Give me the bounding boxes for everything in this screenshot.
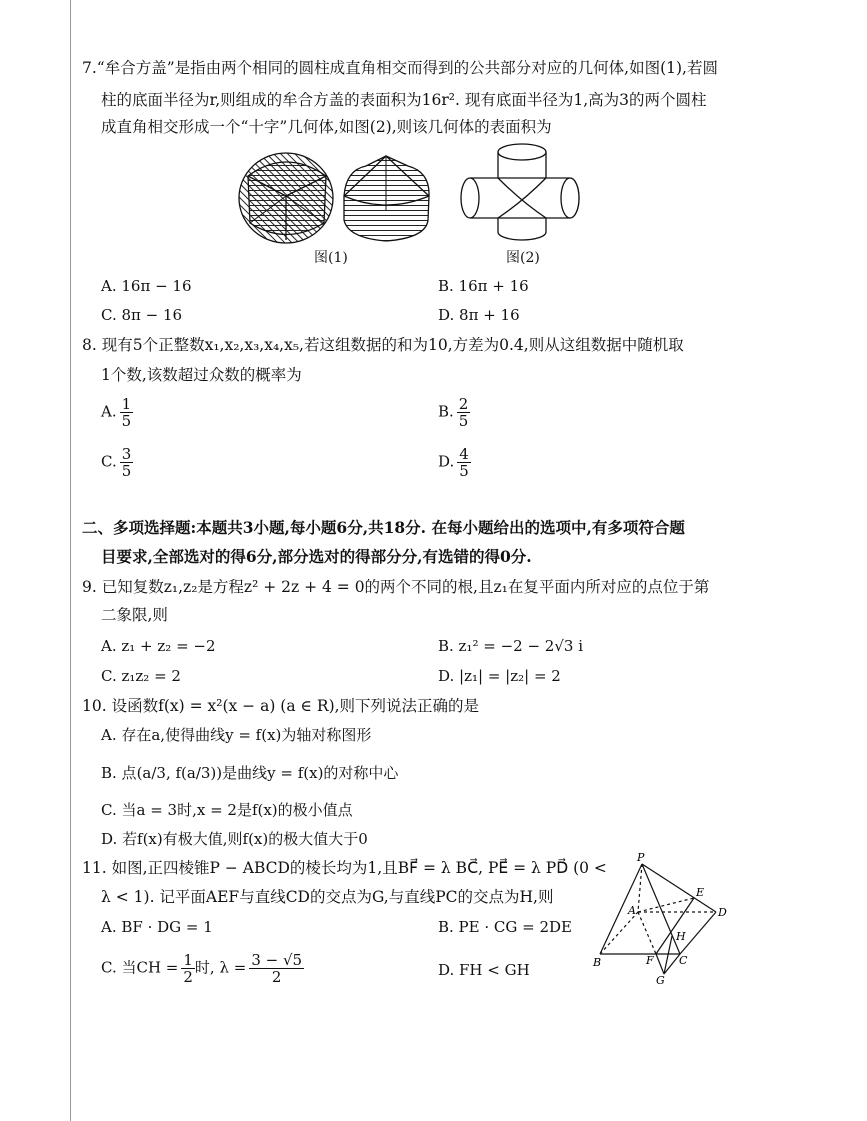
q11-option-b: B. PE · CG = 2DE xyxy=(438,918,572,936)
q8-option-d-fraction xyxy=(457,446,471,479)
q10-option-c: C. 当a = 3时,x = 2是f(x)的极小值点 xyxy=(101,801,353,819)
q10-option-b xyxy=(101,763,398,783)
q8-option-a xyxy=(101,396,133,429)
q11-line1: 11. 如图,正四棱锥P − ABCD的棱长均为1,且BF⃗ = λ BC⃗, PE⃗ = λ PD⃗ (0 < xyxy=(82,859,607,877)
q7-option-d: D. 8π + 16 xyxy=(438,306,520,324)
q8-option-b-fraction xyxy=(457,396,471,429)
q9-line2: 二象限,则 xyxy=(101,606,168,624)
q8-option-d-num: 4 xyxy=(459,445,469,463)
q7-line1: 7.“牟合方盖”是指由两个相同的圆柱成直角相交而得到的公共部分对应的几何体,如图(1),若圆 xyxy=(82,59,718,77)
figure-2-caption: 图(2) xyxy=(506,250,540,266)
q11-option-c-frac2 xyxy=(249,952,304,985)
q11-label-f: F xyxy=(646,954,654,967)
q7-line2: 柱的底面半径为r,则组成的牟合方盖的表面积为16r². 现有底面半径为1,高为3的两个圆柱 xyxy=(101,91,707,109)
q8-option-c xyxy=(101,446,133,479)
q8-option-b-num: 2 xyxy=(458,395,469,413)
figure-2-cross-cylinders xyxy=(458,140,588,250)
section2-heading-line2: 目要求,全部选对的得6分,部分选对的得部分分,有选错的得0分. xyxy=(101,547,532,566)
q10-option-a: A. 存在a,使得曲线y = f(x)为轴对称图形 xyxy=(101,726,372,744)
q11-option-c-den1: 2 xyxy=(183,968,193,986)
q11-option-c-num2: 3 − √5 xyxy=(251,951,303,969)
page-margin-line xyxy=(70,0,71,1121)
q8-option-c-num: 3 xyxy=(121,445,132,463)
q8-option-c-label: C. xyxy=(101,452,117,471)
q11-line2: λ < 1). 记平面AEF与直线CD的交点为G,与直线PC的交点为H,则 xyxy=(101,888,554,906)
q11-label-d: D xyxy=(718,906,727,919)
q9-line1: 9. 已知复数z₁,z₂是方程z² + 2z + 4 = 0的两个不同的根,且z₁在复平面内所对应的点位于第 xyxy=(82,578,710,596)
q7-line3: 成直角相交形成一个“十字”几何体,如图(2),则该几何体的表面积为 xyxy=(101,118,552,136)
q11-label-h: H xyxy=(676,930,686,943)
q8-option-d xyxy=(438,446,471,479)
q10-option-d: D. 若f(x)有极大值,则f(x)的极大值大于0 xyxy=(101,830,368,848)
q10-line1: 10. 设函数f(x) = x²(x − a) (a ∈ R),则下列说法正确的是 xyxy=(82,697,480,715)
q11-label-e: E xyxy=(696,886,705,899)
q8-option-b-label: B. xyxy=(438,402,454,421)
q8-option-a-num: 1 xyxy=(121,395,132,413)
q8-option-d-label: D. xyxy=(438,452,455,471)
q11-option-c xyxy=(101,952,304,985)
q11-option-c-num1: 1 xyxy=(183,951,193,969)
q8-line1: 8. 现有5个正整数x₁,x₂,x₃,x₄,x₅,若这组数据的和为10,方差为0.4,则从这组数据中随机取 xyxy=(82,336,684,354)
q11-pyramid-figure xyxy=(590,852,740,992)
q7-option-c: C. 8π − 16 xyxy=(101,306,183,324)
q9-option-a: A. z₁ + z₂ = −2 xyxy=(101,637,216,655)
q8-option-c-den: 5 xyxy=(121,462,132,480)
q7-option-b: B. 16π + 16 xyxy=(438,277,529,295)
figure-1-caption: 图(1) xyxy=(314,250,348,266)
q11-option-c-mid: 时, λ = xyxy=(194,958,247,977)
q11-option-a: A. BF · DG = 1 xyxy=(101,918,213,936)
q9-option-c: C. z₁z₂ = 2 xyxy=(101,667,181,685)
q11-option-c-den2: 2 xyxy=(271,968,282,986)
q8-option-c-fraction xyxy=(120,446,134,479)
q8-option-a-fraction xyxy=(120,396,134,429)
q8-option-d-den: 5 xyxy=(459,462,469,480)
q11-label-c: C xyxy=(679,954,688,967)
q8-option-b-den: 5 xyxy=(458,412,469,430)
section2-heading-line1: 二、多项选择题:本题共3小题,每小题6分,共18分. 在每小题给出的选项中,有多项符合题 xyxy=(82,518,685,537)
q10-option-b-suffix: 是曲线y = f(x)的对称中心 xyxy=(222,764,399,782)
q11-label-p: P xyxy=(637,851,645,864)
q11-option-c-prefix: C. 当CH = xyxy=(101,958,179,977)
q8-option-b xyxy=(438,396,470,429)
q11-option-d: D. FH < GH xyxy=(438,961,530,979)
q10-option-b-point: (a/3, f(a/3)) xyxy=(136,764,223,782)
q7-option-a: A. 16π − 16 xyxy=(101,277,192,295)
figure-1-mouhefanggai xyxy=(236,148,436,248)
q10-option-b-prefix: B. 点 xyxy=(101,764,137,782)
q9-option-d: D. |z₁| = |z₂| = 2 xyxy=(438,667,561,685)
q9-option-b: B. z₁² = −2 − 2√3 i xyxy=(438,637,584,655)
q8-line2: 1个数,该数超过众数的概率为 xyxy=(101,366,302,384)
q8-option-a-den: 5 xyxy=(121,412,132,430)
q11-label-g: G xyxy=(656,974,665,987)
q11-label-b: B xyxy=(593,956,602,969)
q11-label-a: A xyxy=(628,904,636,917)
q11-option-c-frac1 xyxy=(181,952,195,985)
q8-option-a-label: A. xyxy=(101,402,117,421)
